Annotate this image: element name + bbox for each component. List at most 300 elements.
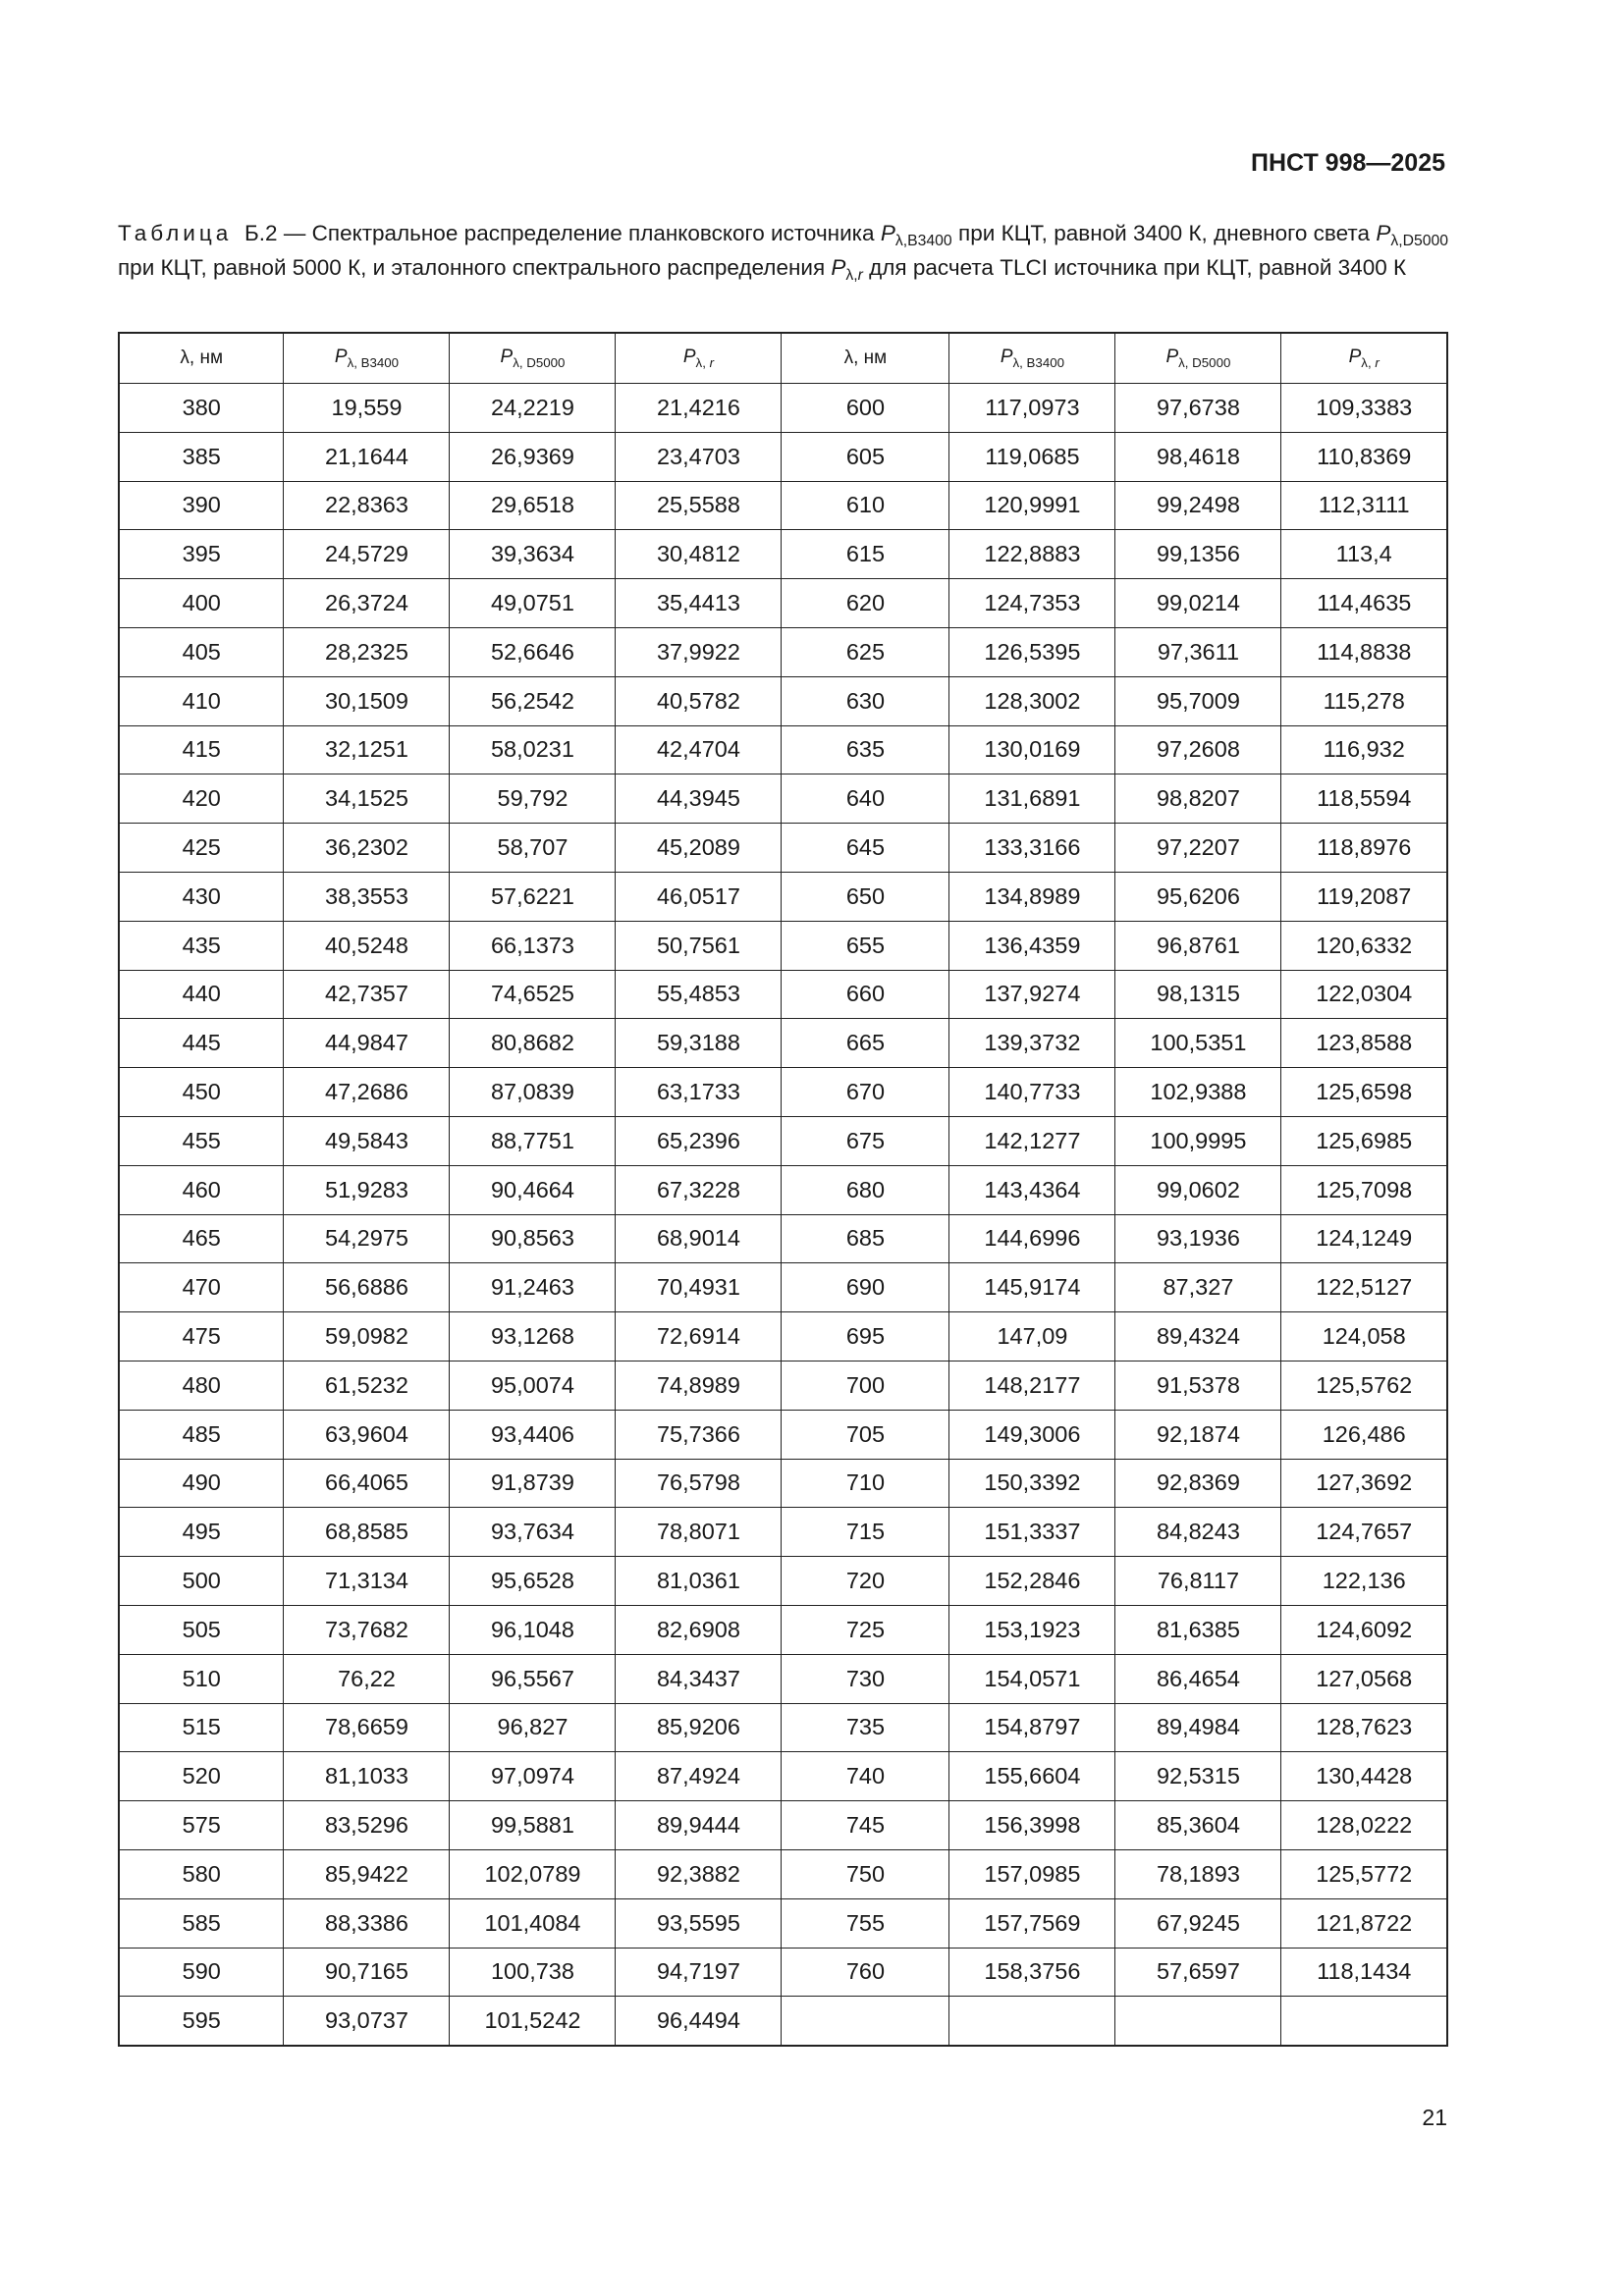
- caption-text-2: при КЦТ, равной 3400 К, дневного света: [951, 221, 1377, 245]
- table-cell: 425: [119, 824, 284, 873]
- table-cell: 90,8563: [450, 1214, 616, 1263]
- table-cell: 495: [119, 1508, 284, 1557]
- table-cell: 42,4704: [616, 725, 782, 774]
- table-cell: 600: [782, 384, 949, 433]
- table-cell: 118,8976: [1281, 824, 1447, 873]
- table-row: [119, 676, 1447, 725]
- table-cell: 100,5351: [1115, 1019, 1281, 1068]
- table-row: [119, 1752, 1447, 1801]
- table-row: [119, 530, 1447, 579]
- table-body: [119, 384, 1447, 2047]
- table-cell: 500: [119, 1557, 284, 1606]
- table-cell: 100,9995: [1115, 1116, 1281, 1165]
- table-cell: 58,0231: [450, 725, 616, 774]
- table-row: [119, 1214, 1447, 1263]
- table-cell: 40,5248: [284, 921, 450, 970]
- table-cell: 142,1277: [949, 1116, 1115, 1165]
- table-cell: 148,2177: [949, 1361, 1115, 1410]
- symbol-p-b3400: [880, 221, 952, 249]
- table-cell: 19,559: [284, 384, 450, 433]
- table-cell: 124,6092: [1281, 1605, 1447, 1654]
- table-cell: 99,0602: [1115, 1165, 1281, 1214]
- table-cell: 157,7569: [949, 1898, 1115, 1948]
- caption-text-3: при КЦТ, равной 5000 К, и эталонного спектрального распределения: [118, 255, 832, 280]
- table-cell: 660: [782, 970, 949, 1019]
- table-cell: 61,5232: [284, 1361, 450, 1410]
- table-cell: 380: [119, 384, 284, 433]
- table-cell: 395: [119, 530, 284, 579]
- table-cell: 95,6528: [450, 1557, 616, 1606]
- table-row: [119, 627, 1447, 676]
- table-cell: 625: [782, 627, 949, 676]
- table-cell: 55,4853: [616, 970, 782, 1019]
- table-cell: 82,6908: [616, 1605, 782, 1654]
- table-cell: 118,1434: [1281, 1948, 1447, 1997]
- table-cell: 96,5567: [450, 1654, 616, 1703]
- table-cell: 745: [782, 1801, 949, 1850]
- table-row: [119, 1898, 1447, 1948]
- table-cell: 72,6914: [616, 1312, 782, 1362]
- table-cell: 430: [119, 872, 284, 921]
- symbol-sub: λ,: [845, 267, 858, 284]
- table-cell: 88,3386: [284, 1898, 450, 1948]
- table-cell: 122,136: [1281, 1557, 1447, 1606]
- table-cell: 685: [782, 1214, 949, 1263]
- table-cell: 125,7098: [1281, 1165, 1447, 1214]
- symbol-main: P: [831, 255, 846, 280]
- table-cell: 515: [119, 1703, 284, 1752]
- table-cell: 120,9991: [949, 481, 1115, 530]
- header-sub-r: r: [709, 355, 715, 370]
- symbol-main: P: [880, 221, 895, 245]
- table-row: [119, 1068, 1447, 1117]
- table-cell: 63,1733: [616, 1068, 782, 1117]
- table-cell: 91,8739: [450, 1459, 616, 1508]
- table-cell: 157,0985: [949, 1849, 1115, 1898]
- table-cell: 655: [782, 921, 949, 970]
- header-sub-r: r: [1375, 355, 1380, 370]
- table-cell: 96,1048: [450, 1605, 616, 1654]
- table-cell: 158,3756: [949, 1948, 1115, 1997]
- table-cell: 710: [782, 1459, 949, 1508]
- table-cell: 93,1936: [1115, 1214, 1281, 1263]
- table-cell: 51,9283: [284, 1165, 450, 1214]
- table-cell: 585: [119, 1898, 284, 1948]
- table-cell: 124,058: [1281, 1312, 1447, 1362]
- table-cell: 615: [782, 530, 949, 579]
- table-cell: 21,1644: [284, 432, 450, 481]
- table-cell: 65,2396: [616, 1116, 782, 1165]
- header-symbol: P: [682, 347, 696, 367]
- table-cell: 74,8989: [616, 1361, 782, 1410]
- table-cell: 575: [119, 1801, 284, 1850]
- table-cell: 32,1251: [284, 725, 450, 774]
- table-cell: 37,9922: [616, 627, 782, 676]
- table-cell: 78,1893: [1115, 1849, 1281, 1898]
- header-p-b3400-2: [949, 333, 1115, 384]
- table-row: [119, 1019, 1447, 1068]
- table-cell: 715: [782, 1508, 949, 1557]
- table-cell: 755: [782, 1898, 949, 1948]
- table-cell: 645: [782, 824, 949, 873]
- table-cell: 130,0169: [949, 725, 1115, 774]
- table-cell: 735: [782, 1703, 949, 1752]
- table-cell: 93,5595: [616, 1898, 782, 1948]
- table-cell: 113,4: [1281, 530, 1447, 579]
- table-cell: 760: [782, 1948, 949, 1997]
- table-cell: 125,6985: [1281, 1116, 1447, 1165]
- table-cell: 80,8682: [450, 1019, 616, 1068]
- header-sub: λ, D5000: [513, 355, 566, 370]
- table-cell: 485: [119, 1410, 284, 1459]
- table-row: [119, 1410, 1447, 1459]
- table-cell: 98,1315: [1115, 970, 1281, 1019]
- table-cell: 620: [782, 579, 949, 628]
- table-cell: 137,9274: [949, 970, 1115, 1019]
- table-cell: 57,6597: [1115, 1948, 1281, 1997]
- table-cell: 112,3111: [1281, 481, 1447, 530]
- table-cell: 35,4413: [616, 579, 782, 628]
- header-sub: λ,: [695, 355, 710, 370]
- table-cell: 122,5127: [1281, 1263, 1447, 1312]
- table-row: [119, 1849, 1447, 1898]
- table-cell: 635: [782, 725, 949, 774]
- table-cell: 610: [782, 481, 949, 530]
- table-cell: [949, 1997, 1115, 2046]
- table-row: [119, 1948, 1447, 1997]
- table-cell: 665: [782, 1019, 949, 1068]
- table-row: [119, 1263, 1447, 1312]
- table-row: [119, 824, 1447, 873]
- table-header-row: [119, 333, 1447, 384]
- table-cell: 92,8369: [1115, 1459, 1281, 1508]
- table-cell: 94,7197: [616, 1948, 782, 1997]
- table-cell: 95,6206: [1115, 872, 1281, 921]
- table-cell: 38,3553: [284, 872, 450, 921]
- header-wavelength: λ, нм: [119, 333, 284, 384]
- table-cell: 23,4703: [616, 432, 782, 481]
- table-cell: 152,2846: [949, 1557, 1115, 1606]
- table-cell: 101,5242: [450, 1997, 616, 2046]
- table-cell: 695: [782, 1312, 949, 1362]
- table-cell: 81,6385: [1115, 1605, 1281, 1654]
- table-cell: 750: [782, 1849, 949, 1898]
- table-cell: 97,2608: [1115, 725, 1281, 774]
- table-cell: 47,2686: [284, 1068, 450, 1117]
- table-cell: 420: [119, 774, 284, 824]
- table-cell: 119,2087: [1281, 872, 1447, 921]
- table-cell: 480: [119, 1361, 284, 1410]
- table-cell: 25,5588: [616, 481, 782, 530]
- table-cell: 21,4216: [616, 384, 782, 433]
- table-row: [119, 921, 1447, 970]
- page-number: 21: [1422, 2105, 1447, 2130]
- table-cell: 89,4324: [1115, 1312, 1281, 1362]
- table-cell: 510: [119, 1654, 284, 1703]
- table-cell: 85,9206: [616, 1703, 782, 1752]
- table-cell: 150,3392: [949, 1459, 1115, 1508]
- table-cell: 118,5594: [1281, 774, 1447, 824]
- table-cell: 720: [782, 1557, 949, 1606]
- table-cell: 730: [782, 1654, 949, 1703]
- table-cell: 70,4931: [616, 1263, 782, 1312]
- symbol-sub: λ,B3400: [894, 233, 952, 249]
- header-symbol: P: [1348, 347, 1362, 367]
- table-cell: 99,5881: [450, 1801, 616, 1850]
- table-cell: 131,6891: [949, 774, 1115, 824]
- table-cell: 445: [119, 1019, 284, 1068]
- table-cell: 690: [782, 1263, 949, 1312]
- table-cell: 415: [119, 725, 284, 774]
- table-row: [119, 872, 1447, 921]
- table-cell: 119,0685: [949, 432, 1115, 481]
- table-cell: 63,9604: [284, 1410, 450, 1459]
- table-cell: 93,1268: [450, 1312, 616, 1362]
- table-cell: 123,8588: [1281, 1019, 1447, 1068]
- table-cell: 590: [119, 1948, 284, 1997]
- table-cell: 30,4812: [616, 530, 782, 579]
- table-cell: 145,9174: [949, 1263, 1115, 1312]
- table-cell: 81,1033: [284, 1752, 450, 1801]
- table-cell: 102,9388: [1115, 1068, 1281, 1117]
- table-cell: 385: [119, 432, 284, 481]
- header-symbol: P: [500, 347, 514, 367]
- table-cell: 127,0568: [1281, 1654, 1447, 1703]
- table-cell: 109,3383: [1281, 384, 1447, 433]
- table-cell: [782, 1997, 949, 2046]
- table-cell: 92,1874: [1115, 1410, 1281, 1459]
- table-cell: 78,8071: [616, 1508, 782, 1557]
- table-cell: 640: [782, 774, 949, 824]
- table-cell: 121,8722: [1281, 1898, 1447, 1948]
- table-cell: 44,3945: [616, 774, 782, 824]
- table-cell: 605: [782, 432, 949, 481]
- table-cell: 122,0304: [1281, 970, 1447, 1019]
- table-cell: 26,3724: [284, 579, 450, 628]
- table-row: [119, 1997, 1447, 2046]
- table-cell: 97,2207: [1115, 824, 1281, 873]
- table-cell: 50,7561: [616, 921, 782, 970]
- table-cell: 92,5315: [1115, 1752, 1281, 1801]
- table-cell: 505: [119, 1605, 284, 1654]
- table-cell: 24,5729: [284, 530, 450, 579]
- table-row: [119, 1165, 1447, 1214]
- table-cell: 91,2463: [450, 1263, 616, 1312]
- table-cell: 126,5395: [949, 627, 1115, 676]
- header-p-b3400: [284, 333, 450, 384]
- table-cell: 114,4635: [1281, 579, 1447, 628]
- table-cell: 66,1373: [450, 921, 616, 970]
- table-cell: 74,6525: [450, 970, 616, 1019]
- table-cell: 140,7733: [949, 1068, 1115, 1117]
- table-cell: 46,0517: [616, 872, 782, 921]
- header-p-r: [616, 333, 782, 384]
- table-cell: 127,3692: [1281, 1459, 1447, 1508]
- table-cell: 86,4654: [1115, 1654, 1281, 1703]
- caption-label: Б.2: [244, 221, 278, 245]
- table-cell: 99,0214: [1115, 579, 1281, 628]
- header-p-d5000: [450, 333, 616, 384]
- table-cell: 120,6332: [1281, 921, 1447, 970]
- table-cell: 405: [119, 627, 284, 676]
- table-cell: 440: [119, 970, 284, 1019]
- table-cell: 76,8117: [1115, 1557, 1281, 1606]
- table-cell: 490: [119, 1459, 284, 1508]
- table-cell: 153,1923: [949, 1605, 1115, 1654]
- table-cell: 96,4494: [616, 1997, 782, 2046]
- table-cell: 45,2089: [616, 824, 782, 873]
- table-cell: 435: [119, 921, 284, 970]
- table-cell: 24,2219: [450, 384, 616, 433]
- table-cell: 114,8838: [1281, 627, 1447, 676]
- table-cell: 57,6221: [450, 872, 616, 921]
- table-cell: 95,7009: [1115, 676, 1281, 725]
- header-wavelength-2: λ, нм: [782, 333, 949, 384]
- header-symbol: P: [334, 347, 348, 367]
- table-row: [119, 1508, 1447, 1557]
- table-cell: 125,5772: [1281, 1849, 1447, 1898]
- table-cell: 87,0839: [450, 1068, 616, 1117]
- table-cell: 56,6886: [284, 1263, 450, 1312]
- symbol-main: P: [1376, 221, 1391, 245]
- table-row: [119, 384, 1447, 433]
- table-cell: 115,278: [1281, 676, 1447, 725]
- table-cell: 28,2325: [284, 627, 450, 676]
- table-cell: 97,6738: [1115, 384, 1281, 433]
- spectral-table: [118, 332, 1448, 2047]
- table-cell: 450: [119, 1068, 284, 1117]
- table-row: [119, 1459, 1447, 1508]
- table-cell: 39,3634: [450, 530, 616, 579]
- table-cell: 460: [119, 1165, 284, 1214]
- table-cell: 124,1249: [1281, 1214, 1447, 1263]
- table-cell: 26,9369: [450, 432, 616, 481]
- table-cell: 76,5798: [616, 1459, 782, 1508]
- table-row: [119, 1312, 1447, 1362]
- table-cell: 700: [782, 1361, 949, 1410]
- table-cell: 126,486: [1281, 1410, 1447, 1459]
- table-cell: 85,9422: [284, 1849, 450, 1898]
- table-cell: 125,6598: [1281, 1068, 1447, 1117]
- table-cell: 96,827: [450, 1703, 616, 1752]
- table-cell: 49,5843: [284, 1116, 450, 1165]
- table-cell: 390: [119, 481, 284, 530]
- table-cell: 84,8243: [1115, 1508, 1281, 1557]
- header-symbol: P: [1000, 347, 1013, 367]
- table-cell: 128,0222: [1281, 1801, 1447, 1850]
- table-cell: 89,4984: [1115, 1703, 1281, 1752]
- table-cell: 59,3188: [616, 1019, 782, 1068]
- table-cell: 156,3998: [949, 1801, 1115, 1850]
- table-cell: [1281, 1997, 1447, 2046]
- table-cell: 67,9245: [1115, 1898, 1281, 1948]
- table-row: [119, 1801, 1447, 1850]
- table-caption: [118, 220, 1448, 289]
- table-cell: 92,3882: [616, 1849, 782, 1898]
- document-code: ПНСТ 998—2025: [1251, 149, 1445, 177]
- table-cell: 136,4359: [949, 921, 1115, 970]
- symbol-p-r: [831, 255, 863, 284]
- table-cell: 149,3006: [949, 1410, 1115, 1459]
- header-symbol: P: [1165, 347, 1179, 367]
- symbol-sub-r: r: [857, 267, 863, 284]
- table-cell: 595: [119, 1997, 284, 2046]
- table-cell: 44,9847: [284, 1019, 450, 1068]
- symbol-p-d5000: [1376, 221, 1448, 249]
- table-cell: 93,7634: [450, 1508, 616, 1557]
- table-row: [119, 1605, 1447, 1654]
- table-cell: 154,0571: [949, 1654, 1115, 1703]
- table-cell: 90,7165: [284, 1948, 450, 1997]
- table-row: [119, 725, 1447, 774]
- table-cell: 470: [119, 1263, 284, 1312]
- table-cell: 680: [782, 1165, 949, 1214]
- table-cell: 725: [782, 1605, 949, 1654]
- table-cell: 98,8207: [1115, 774, 1281, 824]
- table-cell: 58,707: [450, 824, 616, 873]
- table-cell: 139,3732: [949, 1019, 1115, 1068]
- table-cell: 520: [119, 1752, 284, 1801]
- table-cell: 675: [782, 1116, 949, 1165]
- table-cell: 97,3611: [1115, 627, 1281, 676]
- table-cell: 128,3002: [949, 676, 1115, 725]
- table-cell: 99,2498: [1115, 481, 1281, 530]
- table-cell: 124,7353: [949, 579, 1115, 628]
- table-row: [119, 1116, 1447, 1165]
- table-cell: 630: [782, 676, 949, 725]
- table-cell: 410: [119, 676, 284, 725]
- table-cell: 91,5378: [1115, 1361, 1281, 1410]
- table-cell: 49,0751: [450, 579, 616, 628]
- table-cell: 73,7682: [284, 1605, 450, 1654]
- header-sub: λ, B3400: [1012, 355, 1065, 370]
- table-row: [119, 1703, 1447, 1752]
- table-cell: 54,2975: [284, 1214, 450, 1263]
- header-sub: λ,: [1361, 355, 1376, 370]
- table-cell: 116,932: [1281, 725, 1447, 774]
- table-cell: 59,0982: [284, 1312, 450, 1362]
- table-cell: 83,5296: [284, 1801, 450, 1850]
- table-cell: 143,4364: [949, 1165, 1115, 1214]
- table-cell: 36,2302: [284, 824, 450, 873]
- table-cell: 155,6604: [949, 1752, 1115, 1801]
- table-cell: 117,0973: [949, 384, 1115, 433]
- table-cell: 56,2542: [450, 676, 616, 725]
- table-cell: 29,6518: [450, 481, 616, 530]
- table-cell: 67,3228: [616, 1165, 782, 1214]
- table-cell: 93,0737: [284, 1997, 450, 2046]
- table-row: [119, 432, 1447, 481]
- table-cell: 455: [119, 1116, 284, 1165]
- table-cell: 154,8797: [949, 1703, 1115, 1752]
- table-cell: 98,4618: [1115, 432, 1281, 481]
- table-cell: 740: [782, 1752, 949, 1801]
- table-cell: 101,4084: [450, 1898, 616, 1948]
- table-cell: 130,4428: [1281, 1752, 1447, 1801]
- table-cell: 90,4664: [450, 1165, 616, 1214]
- header-sub: λ, B3400: [347, 355, 400, 370]
- symbol-sub: λ,D5000: [1390, 233, 1448, 249]
- table-cell: 400: [119, 579, 284, 628]
- table-cell: 125,5762: [1281, 1361, 1447, 1410]
- table-cell: 68,9014: [616, 1214, 782, 1263]
- caption-prefix: Таблица: [118, 221, 233, 245]
- table-cell: 75,7366: [616, 1410, 782, 1459]
- table-cell: 144,6996: [949, 1214, 1115, 1263]
- table-cell: [1115, 1997, 1281, 2046]
- table-cell: 34,1525: [284, 774, 450, 824]
- table-cell: 122,8883: [949, 530, 1115, 579]
